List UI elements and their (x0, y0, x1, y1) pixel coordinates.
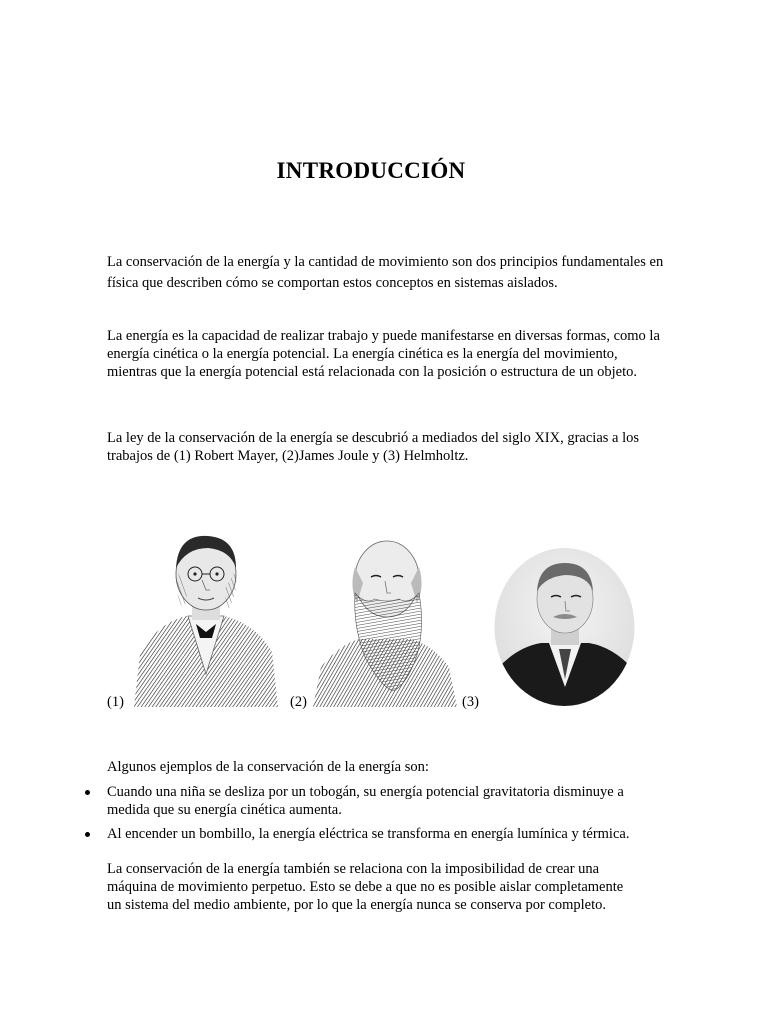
portrait-robert-mayer (126, 524, 284, 707)
list-item: Cuando una niña se desliza por un tobogán, su energía potencial gravitatoria disminuye a medida que su energía cinética aumenta. (107, 783, 667, 819)
portrait-helmholtz (493, 547, 636, 707)
engraving-portrait-image (126, 524, 284, 707)
paragraph-intro: La conservación de la energía y la cantidad de movimiento son dos principios fundamentales en física que describen cómo se comportan estos conceptos en sistemas aislados. (107, 254, 664, 291)
engraving-portrait-image (309, 527, 461, 707)
paragraph-law-history: La ley de la conservación de la energía se descubrió a mediados del siglo XIX, gracias a los trabajos de (1) Robert Mayer, (2)James Joule y (3) Helmholtz. (107, 430, 640, 464)
paragraph-energy-definition: La energía es la capacidad de realizar trabajo y puede manifestarse en diversas formas, como la energía cinética o la energía potencial. La energía cinética es la energía del movimiento, mientras que la energía potencial está relacionada con la posición o estructura de un objeto. (107, 328, 660, 380)
paragraph-perpetual-motion: La conservación de la energía también se relaciona con la imposibilidad de crear una máquina de movimiento perpetuo. Esto se debe a que no es posible aislar completamente un sistema del medio ambiente, por lo que la energía nunca se conserva por completo. (107, 861, 624, 913)
figure-label-1: (1) (107, 694, 124, 710)
figure-label-2: (2) (290, 694, 307, 710)
page-title: INTRODUCCIÓN (276, 158, 466, 183)
list-item: Al encender un bombillo, la energía eléctrica se transforma en energía lumínica y térmica. (107, 825, 667, 843)
portrait-james-joule (309, 527, 461, 707)
paragraph-examples-intro: Algunos ejemplos de la conservación de la energía son: (107, 759, 429, 775)
examples-list (107, 783, 667, 849)
figure-label-3: (3) (462, 694, 479, 710)
oval-portrait-image (493, 547, 636, 707)
